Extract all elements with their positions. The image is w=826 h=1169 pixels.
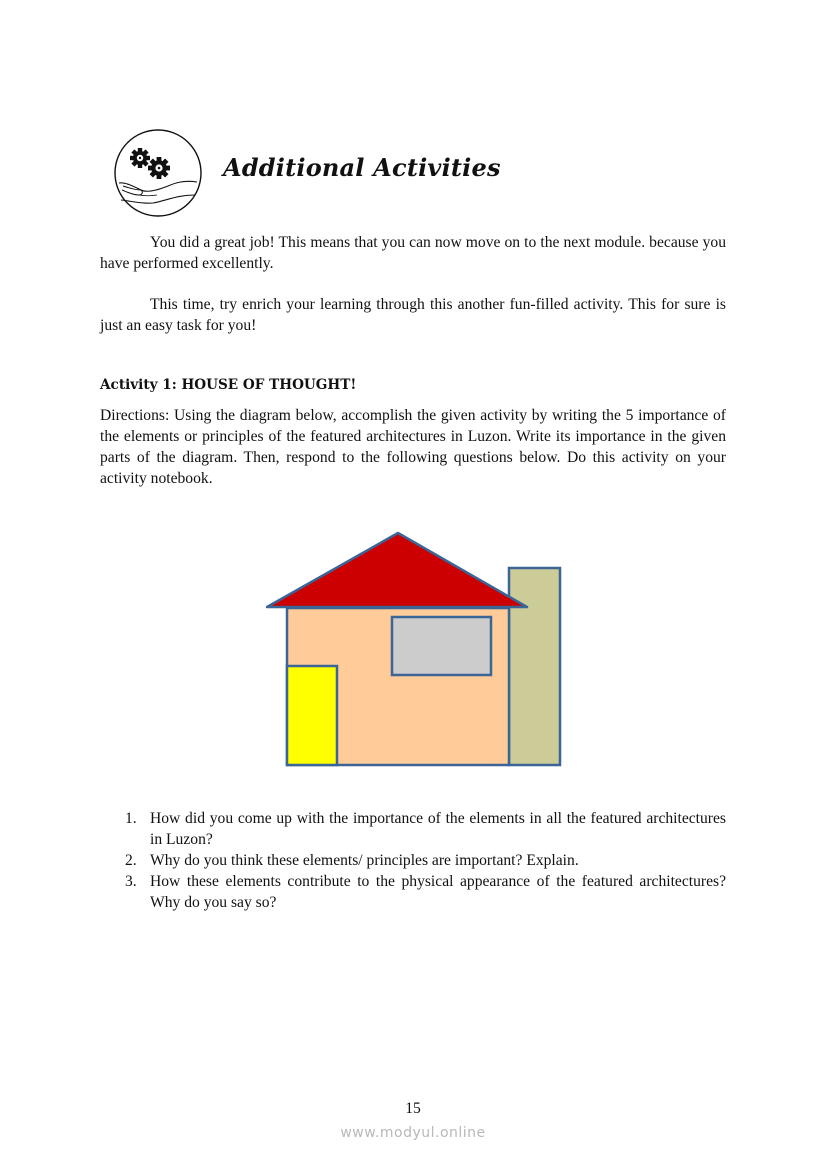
house-diagram [260, 525, 570, 775]
intro-paragraph-1: You did a great job! This means that you can now move on to the next module. because you have performed excellently. [100, 234, 726, 272]
activity-directions: Directions: Using the diagram below, accomplish the given activity by writing the 5 importance of the elements or principles of the featured architectures in Luzon. Write its importance in the given parts of the diagram. Then, respond to the following questions below. Do this activity on your activity notebook. [100, 407, 726, 487]
question-item: 3. How these elements contribute to the physical appearance of the featured architectures? Why do you say so? [125, 873, 726, 911]
question-item: 1. How did you come up with the importance of the elements in all the featured architectures in Luzon? [125, 810, 726, 848]
house-roof [267, 533, 527, 607]
activity-title: Activity 1: HOUSE OF THOUGHT! [100, 377, 357, 393]
house-window [392, 617, 491, 675]
intro-paragraph-2: This time, try enrich your learning through this another fun-filled activity. This for sure is just an easy task for you! [100, 296, 726, 334]
gears-in-hand-icon [113, 128, 203, 218]
question-item: 2. Why do you think these elements/ principles are important? Explain. [125, 852, 579, 869]
section-title: Additional Activities [223, 153, 501, 182]
watermark: www.modyul.online [340, 1125, 486, 1141]
page-number: 15 [405, 1100, 421, 1117]
house-door [287, 666, 337, 765]
questions-list [100, 808, 726, 913]
house-chimney-pillar [509, 568, 560, 765]
